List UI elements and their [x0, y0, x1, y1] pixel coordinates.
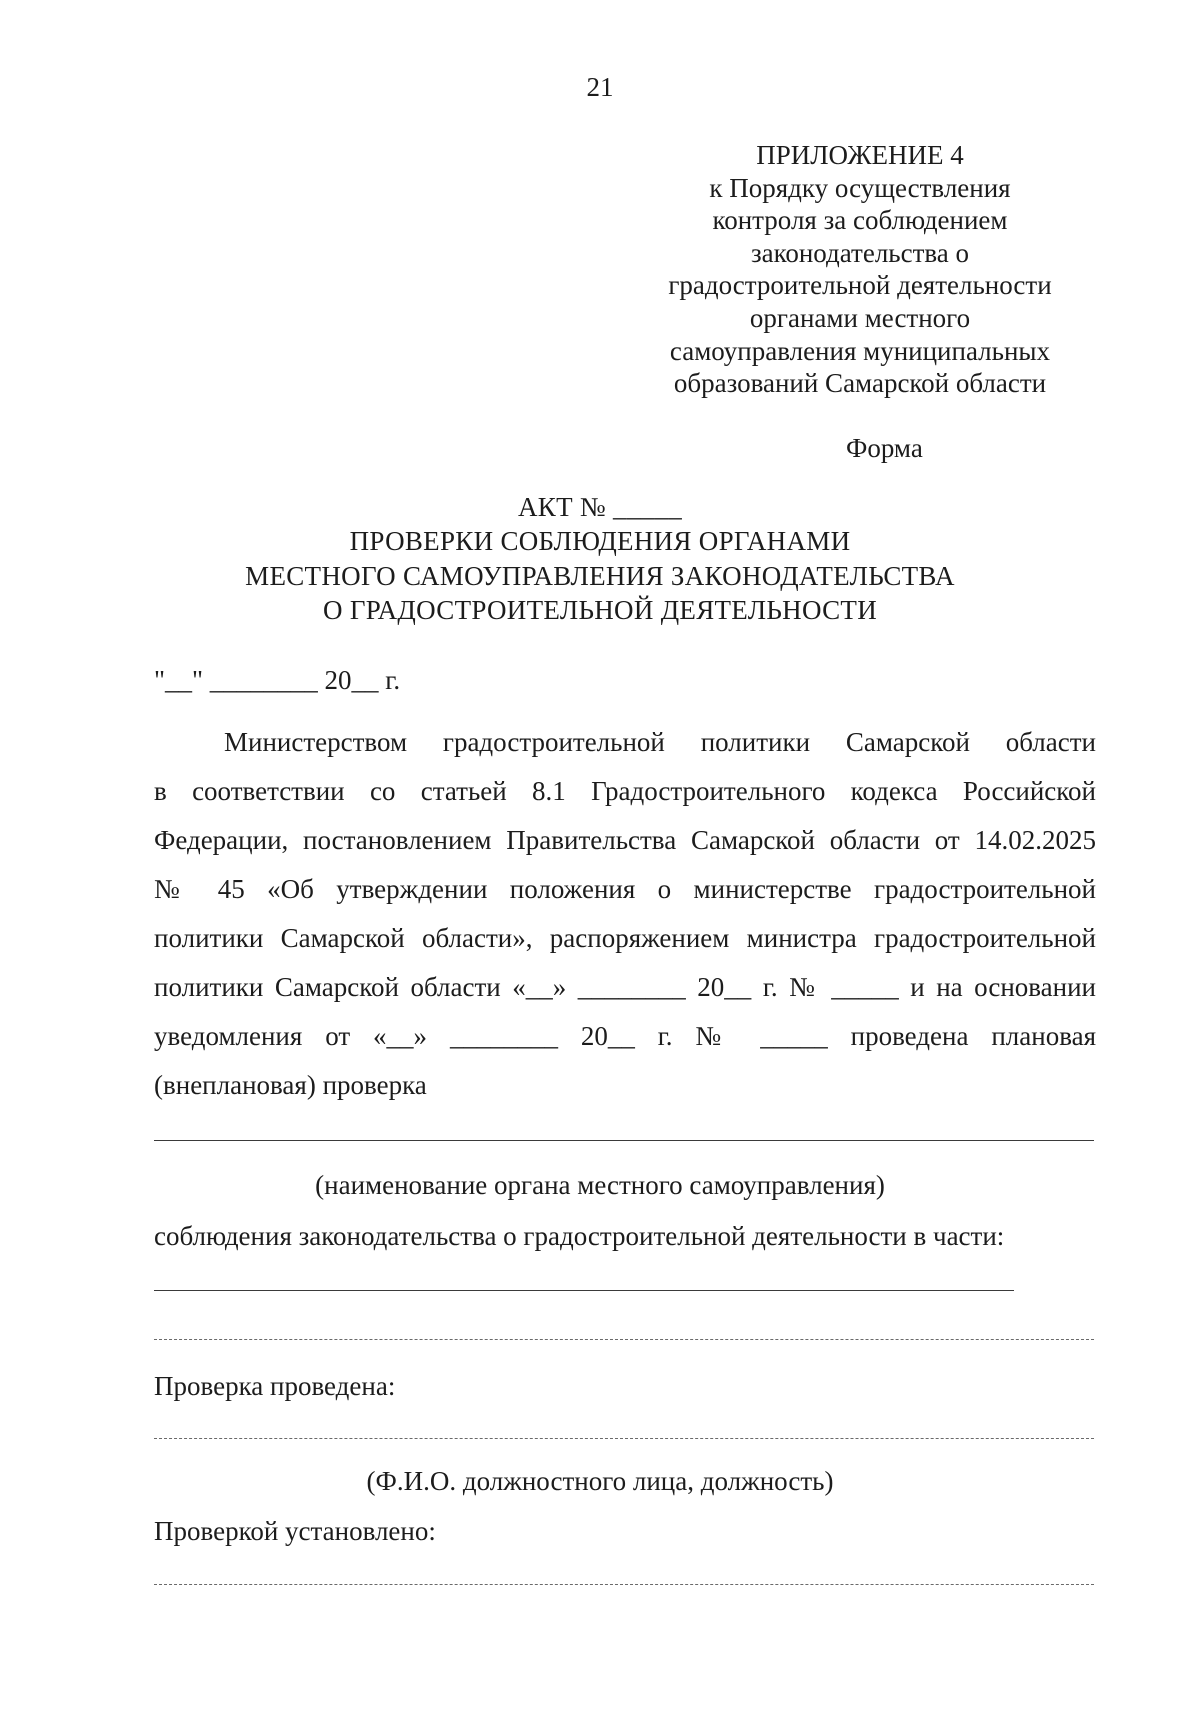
appendix-line: градостроительной деятельности [668, 270, 1052, 301]
body-line: Министерством градостроительной политики Самарской области [224, 727, 1096, 757]
body-line: Федерации, постановлением Правительства Самарской области от 14.02.2025 [154, 825, 1096, 855]
body-line: политики Самарской области «__» ________ 20__ г. № _____ и на основании [154, 972, 1096, 1002]
authority-blank-line [154, 1140, 1094, 1141]
appendix-line: законодательства о [750, 237, 970, 268]
act-title: АКТ № _____ [517, 492, 683, 522]
official-caption: (Ф.И.О. должностного лица, должность) [366, 1466, 834, 1496]
compliance-blank-line-2 [154, 1339, 1094, 1340]
body-line: в соответствии со статьей 8.1 Градостроительного кодекса Российской [154, 776, 1096, 806]
official-blank-line [154, 1438, 1094, 1439]
appendix-title: ПРИЛОЖЕНИЕ 4 [756, 140, 964, 170]
appendix-line: органами местного [749, 302, 971, 333]
authority-caption: (наименование органа местного самоуправления) [315, 1170, 885, 1200]
act-date-line: "__" ________ 20__ г. [154, 665, 401, 695]
body-line: уведомления от «__» ________ 20__ г. № _____ проведена плановая [154, 1021, 1096, 1051]
appendix-line: к Порядку осуществления [709, 172, 1011, 203]
compliance-blank-line-1 [154, 1290, 1014, 1291]
body-line: № 45 «Об утверждении положения о министерстве градостроительной [154, 874, 1096, 904]
findings-blank-line [154, 1584, 1094, 1585]
appendix-line: самоуправления муниципальных [669, 335, 1051, 366]
act-subtitle-line: МЕСТНОГО САМОУПРАВЛЕНИЯ ЗАКОНОДАТЕЛЬСТВА [245, 561, 955, 591]
inspection-conducted-label: Проверка проведена: [154, 1371, 396, 1401]
body-line: политики Самарской области», распоряжением министра градостроительной [154, 923, 1096, 953]
page-number: 21 [586, 72, 614, 102]
appendix-line: образований Самарской области [673, 368, 1047, 399]
inspection-found-label: Проверкой установлено: [154, 1516, 436, 1546]
act-subtitle-line: О ГРАДОСТРОИТЕЛЬНОЙ ДЕЯТЕЛЬНОСТИ [323, 595, 877, 625]
appendix-header [570, 139, 1150, 400]
compliance-text: соблюдения законодательства о градостроительной деятельности в части: [154, 1221, 1005, 1251]
act-subtitle-line: ПРОВЕРКИ СОБЛЮДЕНИЯ ОРГАНАМИ [349, 526, 851, 556]
appendix-line: контроля за соблюдением [712, 205, 1008, 236]
body-line: (внеплановая) проверка [154, 1070, 427, 1100]
form-label: Форма [846, 433, 923, 463]
